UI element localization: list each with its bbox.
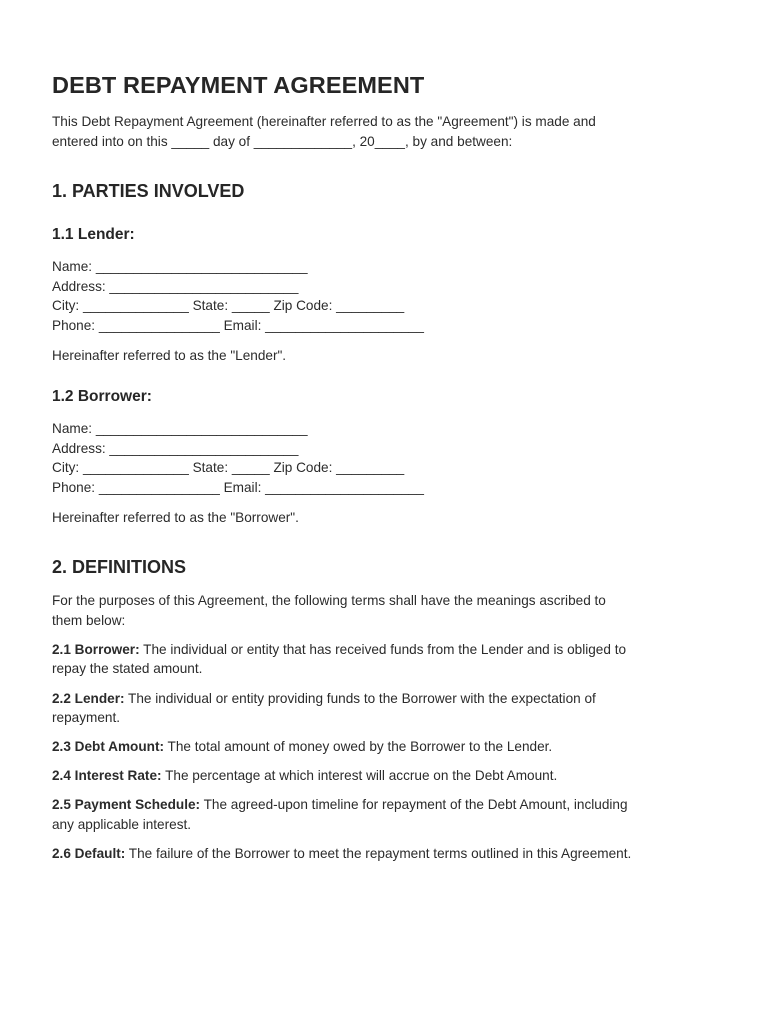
definition-lender (52, 689, 718, 728)
definition-text: The agreed-upon timeline for repayment of the Debt Amount, including (200, 797, 628, 813)
section-1-heading: 1. PARTIES INVOLVED (52, 181, 245, 202)
definition-term: 2.5 Payment Schedule: (52, 797, 201, 813)
definition-term: 2.1 Borrower: (52, 641, 140, 657)
definitions-intro (52, 591, 718, 630)
definition-text: The percentage at which interest will accrue on the Debt Amount. (161, 768, 558, 784)
definition-borrower (52, 640, 718, 679)
lender-note: Hereinafter referred to as the "Lender". (52, 347, 287, 363)
definition-text: The failure of the Borrower to meet the repayment terms outlined in this Agreement. (125, 846, 632, 862)
definition-interest-rate (52, 766, 718, 786)
lender-heading: 1.1 Lender: (52, 226, 135, 244)
lender-address-field: Address: _________________________ (52, 278, 299, 294)
lender-phone-field: Phone: ________________ Email: _____________________ (52, 317, 424, 333)
definition-term: 2.2 Lender: (52, 690, 125, 706)
definition-text: The individual or entity that has received funds from the Lender and is obliged to (139, 641, 627, 657)
borrower-address-field: Address: _________________________ (52, 440, 299, 456)
definitions-intro-line-1: For the purposes of this Agreement, the following terms shall have the meanings ascribed to (52, 593, 606, 609)
document-title: DEBT REPAYMENT AGREEMENT (52, 72, 425, 98)
definition-debt-amount (52, 737, 718, 757)
borrower-note: Hereinafter referred to as the "Borrower". (52, 509, 299, 525)
definition-default (52, 844, 718, 864)
definition-text-cont: repayment. (52, 710, 121, 726)
definition-text-cont: repay the stated amount. (52, 661, 203, 677)
borrower-fields (52, 419, 718, 497)
definition-term: 2.4 Interest Rate: (52, 768, 162, 784)
definitions-intro-line-2: them below: (52, 612, 126, 628)
intro-line-2: entered into on this _____ day of _____________, 20____, by and between: (52, 133, 513, 149)
borrower-heading: 1.2 Borrower: (52, 388, 152, 406)
definition-payment-schedule (52, 795, 718, 834)
lender-city-field: City: ______________ State: _____ Zip Code: _________ (52, 298, 405, 314)
borrower-city-field: City: ______________ State: _____ Zip Code: _________ (52, 460, 405, 476)
intro-paragraph (52, 112, 718, 151)
borrower-phone-field: Phone: ________________ Email: _____________________ (52, 479, 424, 495)
section-2-heading: 2. DEFINITIONS (52, 557, 187, 578)
lender-fields (52, 257, 718, 335)
lender-name-field: Name: ____________________________ (52, 259, 308, 275)
definition-term: 2.6 Default: (52, 846, 126, 862)
borrower-name-field: Name: ____________________________ (52, 421, 308, 437)
definition-text-cont: any applicable interest. (52, 816, 192, 832)
definition-text: The individual or entity providing funds to the Borrower with the expectation of (124, 690, 596, 706)
definition-text: The total amount of money owed by the Borrower to the Lender. (164, 739, 553, 755)
intro-line-1: This Debt Repayment Agreement (hereinafter referred to as the "Agreement") is made and (52, 114, 596, 129)
definition-term: 2.3 Debt Amount: (52, 739, 165, 755)
